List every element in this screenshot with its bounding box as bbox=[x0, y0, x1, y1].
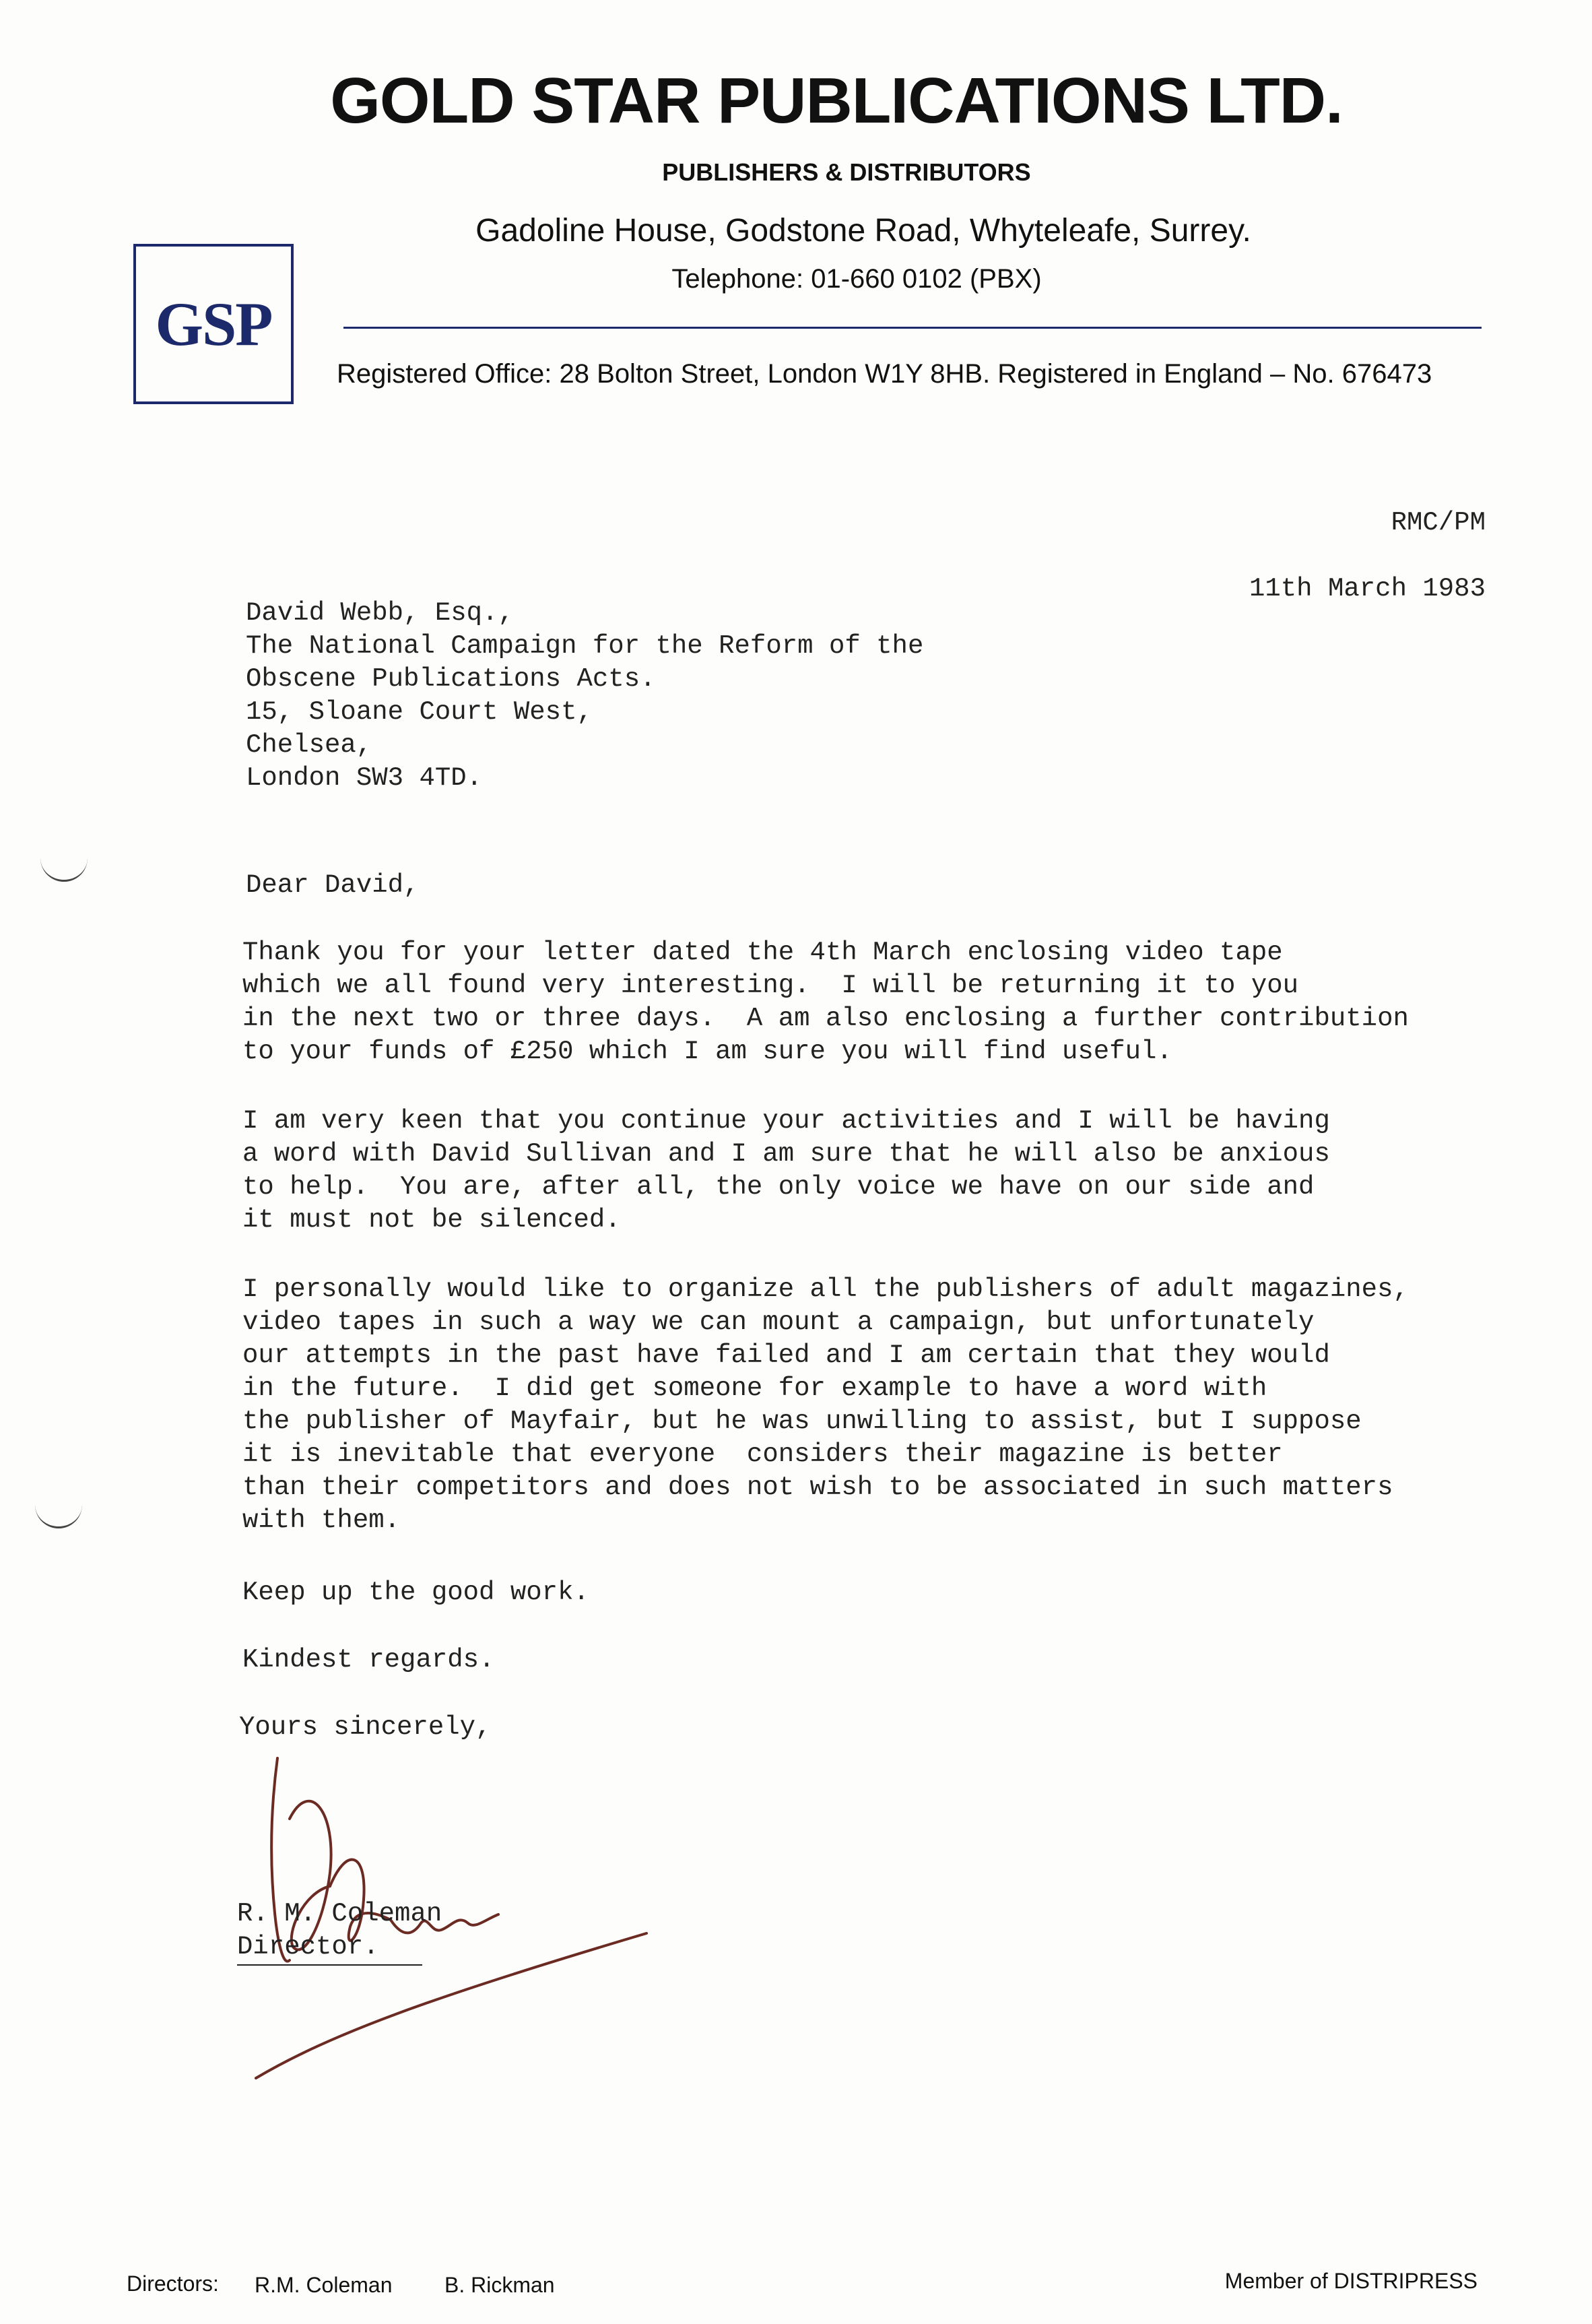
registered-office: Registered Office: 28 Bolton Street, London W1Y 8HB. Registered in England – No. 676473 bbox=[337, 359, 1432, 389]
salutation: Dear David, bbox=[246, 870, 420, 900]
body-paragraph: I am very keen that you continue your activities and I will be having a word with David Sullivan and I am sure that he will also be anxious to help. You are, after all, the only voice we have on our side and it must not be silenced. bbox=[242, 1106, 1330, 1235]
company-logo bbox=[133, 244, 294, 404]
recipient-line: London SW3 4TD. bbox=[246, 763, 483, 793]
body-paragraph: Kindest regards. bbox=[242, 1645, 495, 1675]
closing: Yours sincerely, bbox=[239, 1712, 492, 1742]
reference-code: RMC/PM bbox=[1391, 508, 1486, 538]
signatory-title: Director. bbox=[237, 1932, 379, 1962]
footer-director: B. Rickman bbox=[444, 2273, 555, 2297]
footer-directors-label: Directors: bbox=[127, 2271, 219, 2296]
company-address: Gadoline House, Godstone Road, Whyteleafe, Surrey. bbox=[475, 213, 1251, 249]
footer-membership: Member of DISTRIPRESS bbox=[1224, 2269, 1478, 2293]
signatory-underline bbox=[237, 1964, 422, 1966]
letterhead-rule bbox=[343, 327, 1482, 329]
footer-director: R.M. Coleman bbox=[255, 2273, 393, 2297]
company-telephone: Telephone: 01-660 0102 (PBX) bbox=[671, 264, 1042, 294]
recipient-line: 15, Sloane Court West, bbox=[246, 697, 593, 727]
recipient-line: Chelsea, bbox=[246, 730, 372, 760]
recipient-line: The National Campaign for the Reform of the bbox=[246, 631, 924, 661]
company-name: GOLD STAR PUBLICATIONS LTD. bbox=[330, 65, 1343, 137]
letter-date: 11th March 1983 bbox=[1249, 574, 1486, 604]
body-paragraph: Keep up the good work. bbox=[242, 1578, 589, 1607]
recipient-line: Obscene Publications Acts. bbox=[246, 664, 656, 694]
company-tagline: PUBLISHERS & DISTRIBUTORS bbox=[662, 158, 1031, 186]
signatory-name: R. M. Coleman bbox=[237, 1899, 442, 1929]
punch-hole-mark bbox=[35, 1502, 82, 1528]
body-paragraph: I personally would like to organize all the publishers of adult magazines, video tapes in such a way we can mount a campaign, but unfortunately our attempts in the past have failed and I am certain that they would in the future. I did get someone for example to have a word with the publisher of Mayfair, but he was unwilling to assist, but I suppose it is inevitable that everyone considers their magazine is better than their competitors and does not wish to be associated in such matters with them. bbox=[242, 1274, 1409, 1535]
recipient-address bbox=[246, 597, 923, 795]
logo-text: GSP bbox=[155, 290, 272, 358]
punch-hole-mark bbox=[40, 856, 88, 882]
recipient-line: David Webb, Esq., bbox=[246, 598, 514, 628]
body-paragraph: Thank you for your letter dated the 4th March enclosing video tape which we all found very interesting. I will be returning it to you in the next two or three days. A am also enclosing a further contribution to your funds of £250 which I am sure you will find useful. bbox=[242, 938, 1409, 1066]
